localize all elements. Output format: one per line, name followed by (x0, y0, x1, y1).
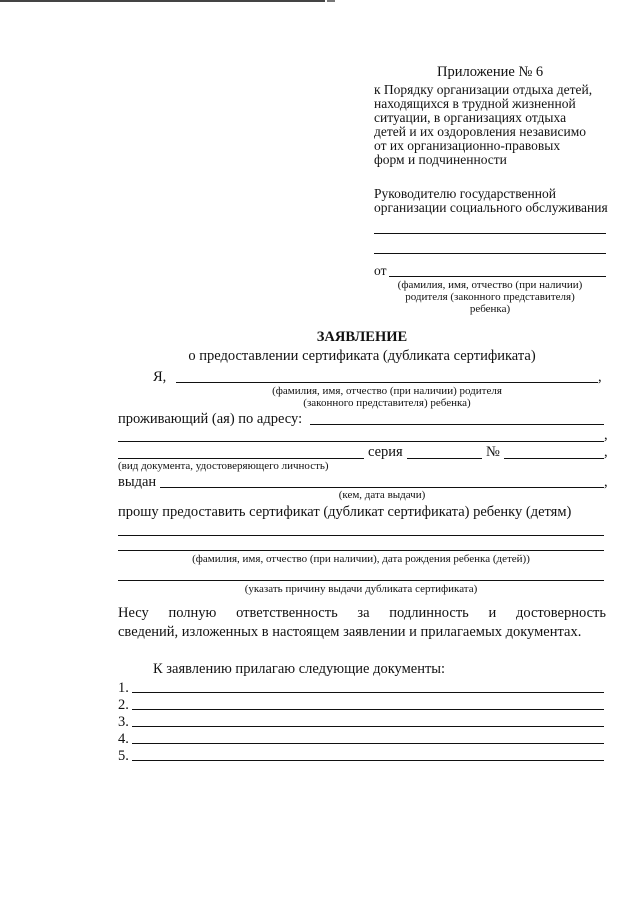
attach-intro: К заявлению прилагаю следующие документы: (153, 661, 446, 677)
comma: , (604, 427, 608, 443)
number-line[interactable] (504, 458, 604, 459)
attach-item-number: 1. (118, 680, 129, 696)
attach-item-line[interactable] (132, 692, 604, 693)
responsibility-line: Несу полную ответственность за подлинность и достоверность (118, 605, 606, 621)
from-blank-line[interactable] (389, 276, 606, 277)
appendix-ref-line: ситуации, в организациях отдыха (374, 110, 567, 125)
reason-line[interactable] (118, 580, 604, 581)
id-document-hint: (вид документа, удостоверяющего личность) (118, 460, 329, 472)
from-label: от (374, 263, 387, 278)
comma: , (598, 369, 602, 385)
appendix-title: Приложение № 6 (437, 64, 544, 80)
child-line[interactable] (118, 535, 604, 536)
appendix-ref-line: к Порядку организации отдыха детей, (374, 82, 593, 97)
appendix-ref-line: форм и подчиненности (374, 152, 507, 167)
appendix-ref-line: находящихся в трудной жизненной (374, 96, 576, 111)
applicant-name-hint: (фамилия, имя, отчество (при наличии) родителя (272, 385, 502, 397)
attach-item-line[interactable] (132, 709, 604, 710)
attach-item-number: 2. (118, 697, 129, 713)
issued-hint: (кем, дата выдачи) (338, 489, 426, 501)
appendix-ref-line: от их организационно-правовых (374, 138, 561, 153)
attach-item-number: 5. (118, 748, 129, 764)
comma: , (604, 444, 608, 460)
form-subtitle: о предоставлении сертификата (дубликата сертификата) (188, 348, 536, 364)
request-text: прошу предоставить сертификат (дубликат сертификата) ребенку (детям) (118, 504, 572, 520)
comma: , (604, 474, 608, 490)
attach-item-line[interactable] (132, 726, 604, 727)
appendix-ref-line: детей и их оздоровления независимо (374, 124, 587, 139)
from-hint: (фамилия, имя, отчество (при наличии) (397, 279, 583, 291)
attach-item-number: 4. (118, 731, 129, 747)
address-label: проживающий (ая) по адресу: (118, 411, 303, 427)
attach-item-line[interactable] (132, 743, 604, 744)
address-line-2[interactable] (118, 441, 604, 442)
address-line[interactable] (310, 424, 604, 425)
series-label: серия (368, 444, 403, 460)
from-hint: родителя (законного представителя) (405, 291, 575, 303)
addressee-line: организации социального обслуживания (374, 200, 608, 215)
form-title: ЗАЯВЛЕНИЕ (316, 329, 408, 345)
attach-item-number: 3. (118, 714, 129, 730)
reason-hint: (указать причину выдачи дубликата сертификата) (244, 583, 478, 595)
scan-edge-line (0, 0, 325, 2)
from-hint: ребенка) (469, 303, 511, 315)
addressee-line: Руководителю государственной (374, 186, 556, 201)
attach-item-line[interactable] (132, 760, 604, 761)
issued-line[interactable] (160, 487, 604, 488)
id-document-line[interactable] (118, 458, 364, 459)
child-line-2[interactable] (118, 550, 604, 551)
number-label: № (486, 444, 500, 460)
addressee-blank-line[interactable] (374, 233, 606, 234)
series-line[interactable] (407, 458, 482, 459)
applicant-name-line[interactable] (176, 382, 598, 383)
child-hint: (фамилия, имя, отчество (при наличии), дата рождения ребенка (детей)) (192, 553, 530, 565)
issued-label: выдан (118, 474, 157, 490)
addressee-blank-line[interactable] (374, 253, 606, 254)
scan-edge-mark (327, 0, 335, 2)
i-label: Я, (153, 369, 167, 385)
responsibility-line: сведений, изложенных в настоящем заявлении и прилагаемых документах. (118, 624, 582, 640)
applicant-name-hint: (законного представителя) ребенка) (303, 397, 471, 409)
